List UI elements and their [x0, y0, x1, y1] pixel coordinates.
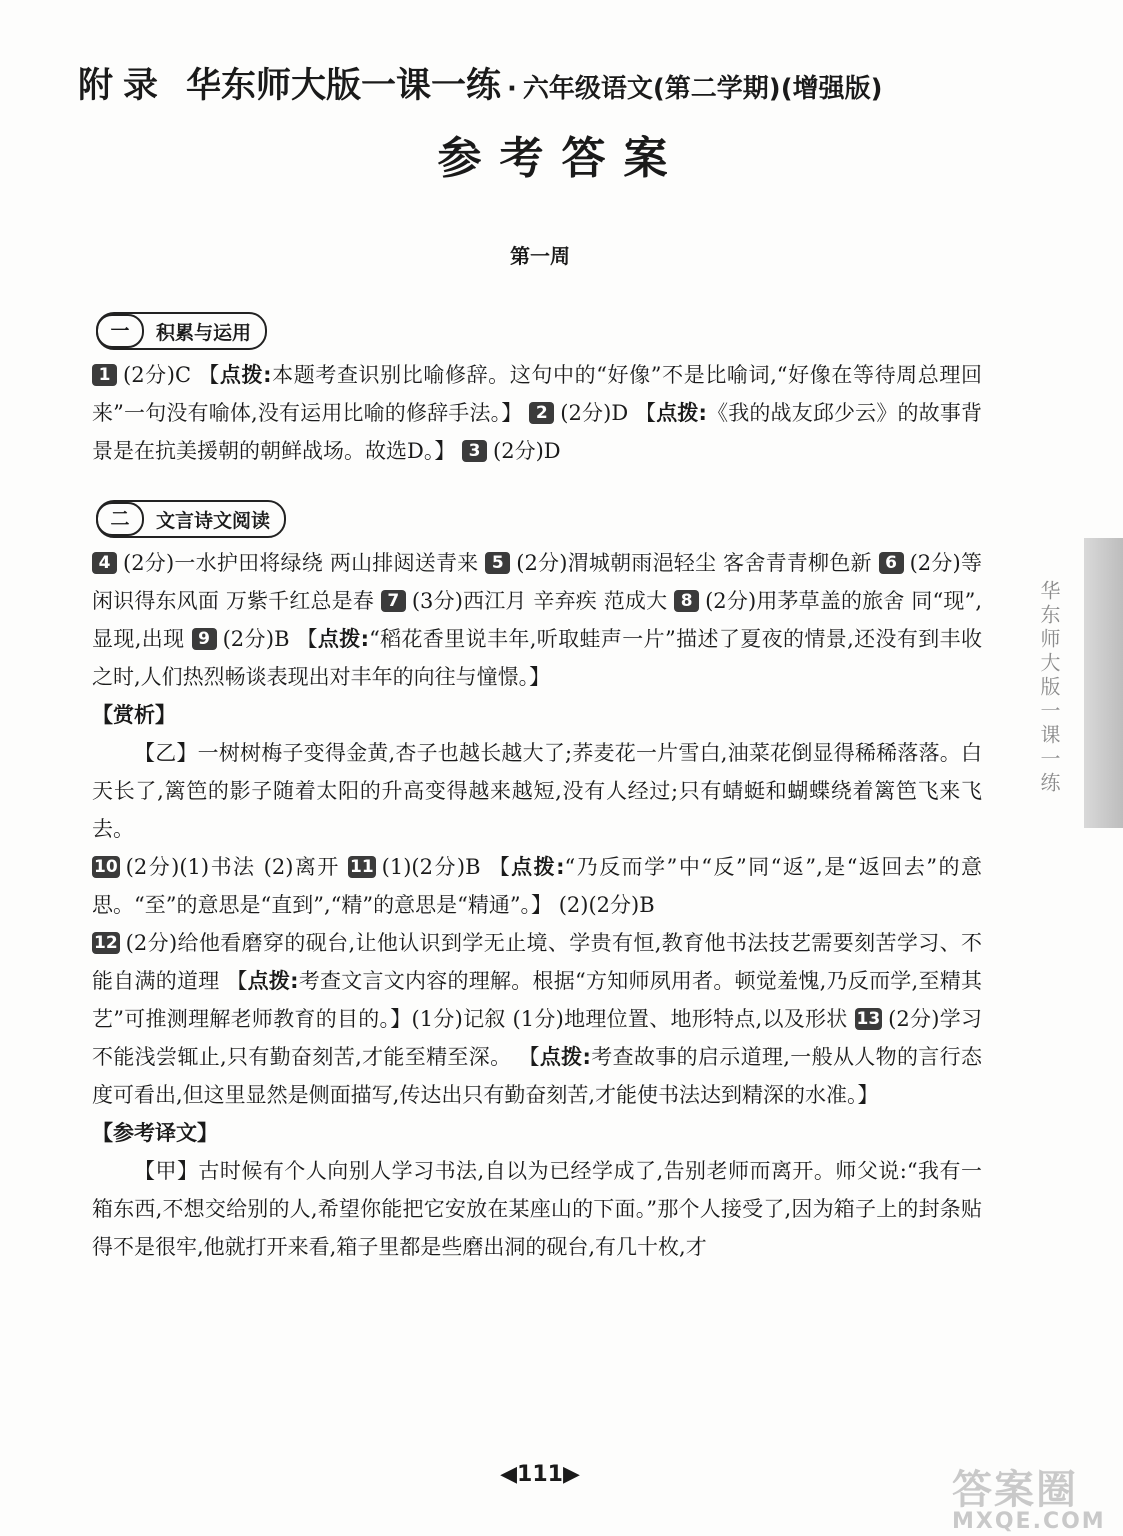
translation-heading: 【参考译文】 [92, 1121, 218, 1145]
book-subject: 六年级语文(第二学期)(增强版) [522, 74, 883, 104]
header-dot: · [507, 74, 517, 104]
question-number-badge: 6 [879, 552, 904, 574]
answer-paragraph [92, 848, 982, 924]
section-title: 文言诗文阅读 [156, 509, 271, 532]
tip-text: “稻花香里说丰年,听取蛙声一片”描述了夏夜的情景,还没有到丰收之时,人们热烈畅谈表现出对丰年的向往与憧憬。】 [92, 627, 982, 689]
answer-paragraph [92, 356, 982, 470]
answer-text: (2分)用茅草盖的旅舍 同“现”,显现,出现 [92, 589, 982, 651]
tip-text: 本题考查识别比喻修辞。这句中的“好像”不是比喻词,“好像在等待周总理回来”一句没有喻体,没有运用比喻的修辞手法。】 [92, 363, 982, 425]
question-number-badge: 13 [856, 1009, 881, 1029]
section-number: 二 [96, 502, 144, 536]
answer-text: (2分)D [493, 439, 561, 463]
translation-text: 【甲】古时候有个人向别人学习书法,自以为已经学成了,告别老师而离开。师父说:“我有一箱东西,不想交给别的人,希望你能把它安放在某座山的下面。”那个人接受了,因为箱子上的封条贴得不是很牢,他就打开来看,箱子里都是些磨出洞的砚台,有几十枚,才 [92, 1159, 982, 1259]
tip-label: 点拨: [539, 1045, 591, 1069]
tip-text: “乃反而学”中“反”同“返”,是“返回去”的意思。“至”的意思是“直到”,“精”的意思是“精通”。】 (2)(2分)B [92, 855, 982, 917]
question-number-badge: 10 [94, 857, 118, 877]
question-number-badge: 11 [350, 857, 374, 877]
question-number-badge: 1 [92, 364, 117, 386]
section-title: 积累与运用 [156, 321, 252, 344]
tip-label: 点拨: [247, 969, 299, 993]
tip-label: 点拨: [317, 627, 370, 651]
question-number-badge: 8 [674, 590, 699, 612]
answer-text: (2分)B 【 [222, 627, 318, 651]
side-series-label: 华东师大版一课一练 [1037, 580, 1061, 796]
question-number-badge: 4 [92, 552, 117, 574]
answer-text: (2分)学习不能浅尝辄止,只有勤奋刻苦,才能至精至深。 【 [92, 1007, 982, 1069]
tip-label: 点拨: [656, 401, 707, 425]
appreciation-text: 【乙】一树树梅子变得金黄,杏子也越长越大了;荞麦花一片雪白,油菜花倒显得稀稀落落。白天长了,篱笆的影子随着太阳的升高变得越来越短,没有人经过;只有蜻蜓和蝴蝶绕着篱笆飞来飞去。 [92, 741, 982, 841]
question-number-badge: 3 [462, 440, 487, 462]
question-number-badge: 2 [529, 402, 554, 424]
answer-text: (3分)西江月 辛弃疾 范成大 [411, 589, 675, 613]
tip-text: 考查故事的启示道理,一般从人物的言行态度可看出,但这里显然是侧面描写,传达出只有勤奋刻苦,才能使书法达到精深的水准。】 [92, 1045, 982, 1107]
running-header [78, 58, 1038, 106]
page-title: 参考答案 [437, 133, 686, 184]
tip-text: 考查文言文内容的理解。根据“方知师夙用者。顿觉羞愧,乃反而学,至精其艺”可推测理解老师教育的目的。】(1分)记叙 (1分)地理位置、地形特点,以及形状 [92, 969, 982, 1031]
question-number-badge: 9 [192, 628, 217, 650]
section-heading-accumulation [96, 312, 267, 350]
answer-text: (1)(2分)B 【 [381, 855, 512, 879]
section-body-classical-reading [92, 544, 982, 1266]
answer-paragraph [92, 544, 982, 696]
watermark-logo [952, 1458, 1112, 1532]
answer-text: (2分)D 【 [560, 401, 657, 425]
tip-label: 点拨: [219, 363, 272, 387]
answer-paragraph [92, 924, 982, 1114]
page-number: ◀111▶ [500, 1462, 580, 1487]
answer-text: (2分)一水护田将绿绕 两山排闼送青来 [123, 551, 486, 575]
section-heading-classical-reading [96, 500, 286, 538]
page-number-value: 111 [517, 1462, 563, 1487]
appendix-label: 附录 [78, 66, 169, 106]
answer-text: (2分)给他看磨穿的砚台,让他认识到学无止境、学贵有恒,教育他书法技艺需要刻苦学习、不能自满的道理 【 [92, 931, 982, 993]
question-number-badge: 12 [94, 933, 118, 953]
section-number: 一 [96, 314, 144, 348]
tip-text: 《我的战友邱少云》的故事背景是在抗美援朝的朝鲜战场。故选D。】 [92, 401, 982, 463]
section-body-accumulation [92, 356, 982, 470]
tip-label: 点拨: [511, 855, 565, 879]
question-number-badge: 7 [381, 590, 406, 612]
side-thumb-tab [1084, 538, 1123, 828]
question-number-badge: 5 [485, 552, 510, 574]
answer-text: (2分)渭城朝雨浥轻尘 客舍青青柳色新 [516, 551, 879, 575]
answer-text: (2分)等闲识得东风面 万紫千红总是春 [92, 551, 982, 613]
answer-text: (2分)(1)书法 (2)离开 [125, 855, 348, 879]
appreciation-heading: 【赏析】 [92, 703, 176, 727]
answer-text: (2分)C 【 [123, 363, 220, 387]
watermark-cn: 答案圈 [952, 1467, 1078, 1513]
watermark-en: MXQE.COM [952, 1509, 1106, 1534]
book-series-title: 华东师大版一课一练 [186, 66, 502, 106]
week-heading: 第一周 [510, 244, 570, 268]
